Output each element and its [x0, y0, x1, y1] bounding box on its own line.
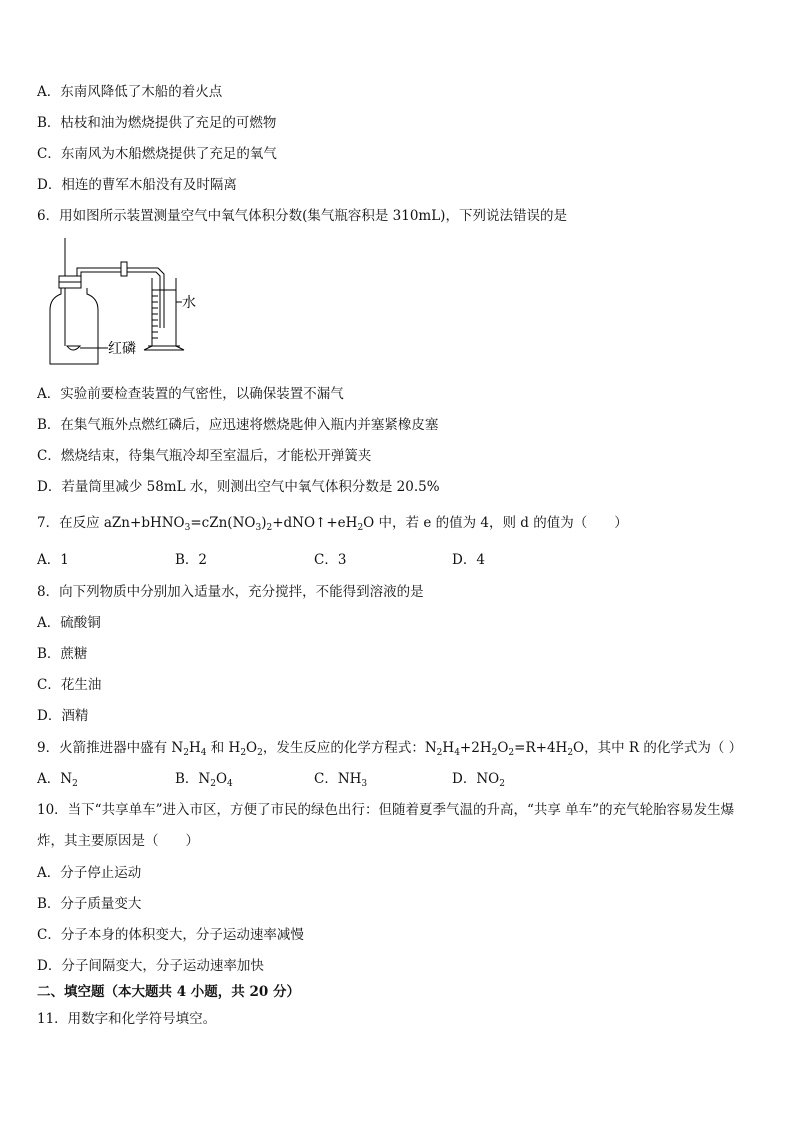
q6-option-b: B．在集气瓶外点燃红磷后，应迅速将燃烧匙伸入瓶内并塞紧橡皮塞 — [37, 417, 439, 433]
q9-stem: 9．火箭推进器中盛有 $N_2H_4$ 和 $H_2O_2$，发生反应的化学方程式：$N_2H_4+2H_2O_2=R+4H_2O$，其中 R 的化学式为（ ） — [37, 740, 743, 758]
q7-option-d: D．4 — [452, 552, 485, 568]
q7-options — [37, 551, 737, 569]
q9-option-c: C．$NH_3$ — [314, 771, 368, 789]
q9-option-a: A．$N_2$ — [37, 771, 78, 789]
q10-stem-line1: 10．当下“共享单车”进入市区，方便了市民的绿色出行：但随着夏季气温的升高，“共享 单车”的充气轮胎容易发生爆 — [37, 802, 735, 818]
q9-option-d: D．$NO_2$ — [452, 771, 505, 789]
q8-option-d: D．酒精 — [37, 708, 89, 724]
q10-option-b: B．分子质量变大 — [37, 896, 142, 912]
q10-option-c: C．分子本身的体积变大，分子运动速率减慢 — [37, 927, 304, 943]
q5-option-a: A．东南风降低了木船的着火点 — [37, 84, 223, 100]
q9-option-b: B．$N_2O_4$ — [175, 771, 233, 789]
q10-option-d: D．分子间隔变大，分子运动速率加快 — [37, 958, 264, 974]
label-red-phosphorus: 红磷 — [108, 341, 136, 357]
q7-option-b: B．2 — [175, 552, 208, 568]
q8-option-c: C．花生油 — [37, 677, 102, 693]
q11-stem: 11．用数字和化学符号填空。 — [37, 1011, 217, 1027]
label-water: 水 — [182, 295, 196, 311]
q10-option-a: A．分子停止运动 — [37, 865, 142, 881]
q7-stem: 7．在反应 $aZn+bHNO_3=cZn(NO_3)_2+dNO↑+eH_2O$ 中，若 e 的值为 4，则 d 的值为（ ） — [37, 515, 628, 533]
q6-option-a: A．实验前要检查装置的气密性，以确保装置不漏气 — [37, 386, 344, 402]
q8-stem: 8．向下列物质中分别加入适量水，充分搅拌，不能得到溶液的是 — [37, 584, 424, 600]
q9-options — [37, 770, 737, 788]
experiment-apparatus-diagram — [40, 238, 220, 368]
section-heading-fill-in: 二、填空题（本大题共 4 小题，共 20 分） — [37, 984, 300, 1000]
q5-option-d: D．相连的曹军木船没有及时隔离 — [37, 177, 237, 193]
q8-option-a: A．硫酸铜 — [37, 615, 101, 631]
q8-option-b: B．蔗糖 — [37, 646, 88, 662]
q5-option-c: C．东南风为木船燃烧提供了充足的氧气 — [37, 146, 277, 162]
q6-option-d: D．若量筒里减少 58mL 水，则测出空气中氧气体积分数是 20.5% — [37, 479, 440, 495]
q10-stem-line2: 炸，其主要原因是（ ） — [37, 833, 199, 849]
q7-option-a: A．1 — [37, 552, 69, 568]
q6-stem: 6．用如图所示装置测量空气中氧气体积分数(集气瓶容积是 310mL)，下列说法错误的是 — [37, 208, 567, 224]
q5-option-b: B．枯枝和油为燃烧提供了充足的可燃物 — [37, 115, 277, 131]
q7-option-c: C．3 — [314, 552, 347, 568]
q6-option-c: C．燃烧结束，待集气瓶冷却至室温后，才能松开弹簧夹 — [37, 448, 372, 464]
